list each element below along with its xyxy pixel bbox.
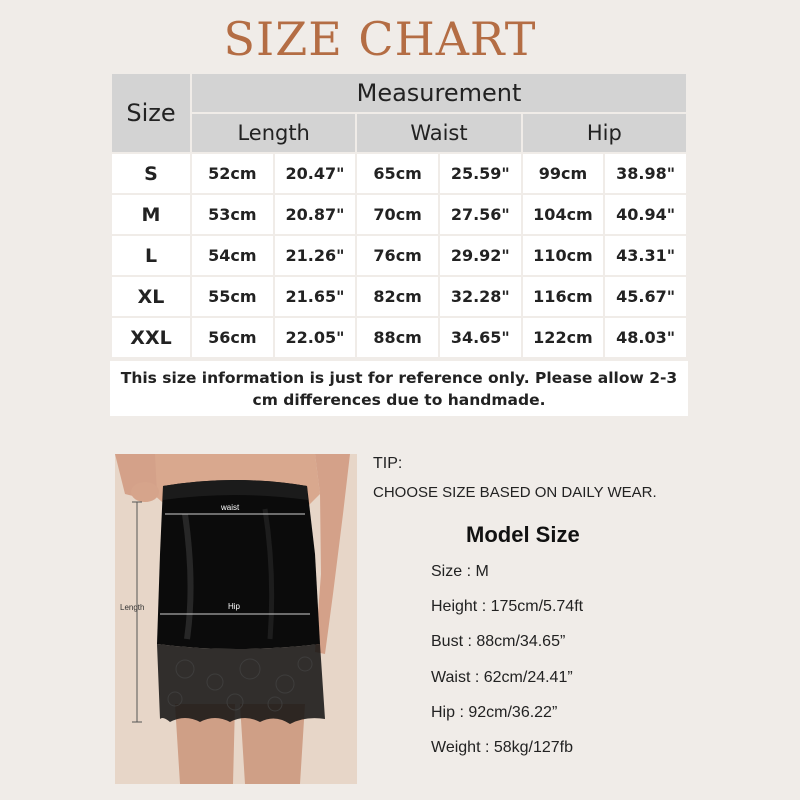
model-size-row: Waist : 62cm/24.41” (431, 669, 573, 686)
table-row (112, 277, 686, 316)
page-title: SIZE CHART (223, 12, 537, 66)
waist-header: Waist (357, 114, 520, 152)
measurement-cell: 25.59" (440, 154, 521, 193)
measurement-header: Measurement (192, 74, 686, 112)
measurement-cell: 104cm (523, 195, 604, 234)
measurement-cell: 45.67" (605, 277, 686, 316)
size-chart-table (110, 72, 688, 359)
measurement-cell: 21.65" (275, 277, 356, 316)
measurement-cell: 40.94" (605, 195, 686, 234)
measurement-cell: 70cm (357, 195, 438, 234)
model-size-row: Size : M (431, 563, 489, 580)
measurement-cell: 53cm (192, 195, 273, 234)
measurement-cell: 99cm (523, 154, 604, 193)
model-size-row: Bust : 88cm/34.65” (431, 633, 566, 650)
size-cell: XL (112, 277, 190, 316)
hip-header: Hip (523, 114, 686, 152)
table-row (112, 236, 686, 275)
measurement-cell: 88cm (357, 318, 438, 357)
measurement-cell: 122cm (523, 318, 604, 357)
measurement-cell: 22.05" (275, 318, 356, 357)
measurement-cell: 21.26" (275, 236, 356, 275)
measurement-cell: 82cm (357, 277, 438, 316)
measurement-cell: 34.65" (440, 318, 521, 357)
measurement-cell: 52cm (192, 154, 273, 193)
measurement-cell: 38.98" (605, 154, 686, 193)
table-row (112, 154, 686, 193)
length-header: Length (192, 114, 355, 152)
measurement-cell: 76cm (357, 236, 438, 275)
reference-note-text: This size information is just for reference only. Please allow 2-3 cm differences due to handmade. (120, 368, 678, 409)
measurement-cell: 65cm (357, 154, 438, 193)
model-photo (115, 454, 357, 784)
measurement-cell: 20.47" (275, 154, 356, 193)
hip-measure-label: Hip (228, 602, 241, 611)
size-column-header: Size (112, 74, 190, 152)
model-size-row: Weight : 58kg/127fb (431, 739, 574, 756)
table-row (112, 318, 686, 357)
length-measure-label: Length (120, 603, 145, 612)
measurement-cell: 116cm (523, 277, 604, 316)
measurement-cell: 29.92" (440, 236, 521, 275)
tip-text: CHOOSE SIZE BASED ON DAILY WEAR. (373, 484, 657, 501)
size-cell: M (112, 195, 190, 234)
size-cell: XXL (112, 318, 190, 357)
model-size-row: Height : 175cm/5.74ft (431, 598, 584, 615)
measurement-cell: 48.03" (605, 318, 686, 357)
model-size-title: Model Size (466, 522, 580, 547)
tip-label: TIP: (373, 455, 403, 472)
measurement-cell: 20.87" (275, 195, 356, 234)
table-row (112, 195, 686, 234)
measurement-cell: 55cm (192, 277, 273, 316)
model-size-row: Hip : 92cm/36.22” (431, 704, 558, 721)
size-cell: L (112, 236, 190, 275)
measurement-cell: 32.28" (440, 277, 521, 316)
reference-note (110, 361, 688, 416)
measurement-cell: 56cm (192, 318, 273, 357)
measurement-cell: 110cm (523, 236, 604, 275)
waist-measure-label: waist (221, 503, 240, 512)
size-cell: S (112, 154, 190, 193)
measurement-cell: 54cm (192, 236, 273, 275)
measurement-cell: 43.31" (605, 236, 686, 275)
measurement-cell: 27.56" (440, 195, 521, 234)
